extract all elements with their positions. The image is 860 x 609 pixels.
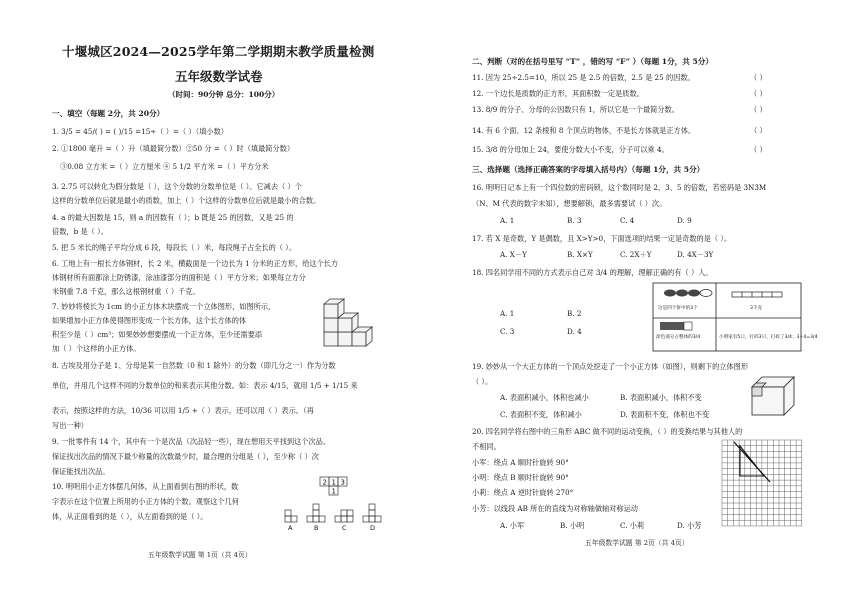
answer-paren[interactable]: （ ）: [750, 73, 767, 82]
question-15: 15. 3/8 的分母加上 24，要使分数大小不变，分子可以乘 4。: [472, 145, 669, 154]
q20-option-desc-4: 小芳：以线段 AB 所在的直线为对称轴做轴对称运动: [472, 504, 638, 513]
q20-option-b[interactable]: B. 小明: [560, 521, 585, 530]
question-3-line-2: 这样的分数单位后就是最小的质数，加上（ ）个这样的分数单位后就是最小的合数。: [52, 196, 321, 205]
exam-page-right: [430, 0, 860, 609]
question-8-line-2: 单位，并用几个这样不同的分数单位的和来表示其他分数。如：表示 4/15，就用 1/5 + 1/15 来: [52, 381, 358, 390]
q16-option-a[interactable]: A. 1: [500, 216, 515, 225]
question-7-line-1: 7. 妙妙将棱长为 1cm 的小正方体木块摆成一个立体图形，如图所示，: [52, 302, 276, 311]
q20-option-desc-1: 小军：绕点 A 顺时针旋转 90°: [472, 458, 569, 467]
question-10-line-1: 10. 明明用小正方体摆几何体，从上面看到右图的形状，数: [52, 482, 239, 491]
question-7-line-3: 积至少是（ ）cm³；如果妙妙想要摆成一个正方体，至少还需要添: [52, 330, 263, 339]
q20-option-c[interactable]: C. 小莉: [620, 521, 645, 530]
q19-option-a[interactable]: A. 表面积减小，体积也减小: [500, 393, 589, 402]
question-5: 5. 把 5 米长的绳子平均分成 6 段，每段长（ ）米，每段绳子占全长的（ ）。: [52, 243, 297, 252]
answer-paren[interactable]: （ ）: [750, 89, 767, 98]
question-16-line-2: （N、M 代表的数字未知），想要解锁，最多需要试（ ）次。: [472, 199, 667, 208]
top-view-digit: 1: [331, 487, 336, 496]
q18-option-c[interactable]: C. 3: [500, 327, 515, 336]
question-2-line-2: ③0.08 立方米 =（ ）立方厘米 ④ 5 1/2 平方米 =（ ）平方分米: [60, 162, 269, 171]
top-view-grid: [318, 476, 358, 498]
exam-title: 十堰城区2024—2025学年第二学期期末教学质量检测: [62, 44, 375, 59]
q17-option-a[interactable]: A. X－Y: [500, 250, 527, 259]
q18-option-d[interactable]: D. 4: [567, 327, 582, 336]
exam-time-info: （时间：90分钟 总分：100分）: [168, 90, 280, 99]
q20-option-desc-2: 小明：绕点 B 顺时针旋转 90°: [472, 473, 569, 482]
view-options-figure: [283, 502, 388, 532]
q16-option-d[interactable]: D. 9: [677, 216, 692, 225]
question-9-line-2: 保证找出次品的情况下最少称量的次数最少时，最合理的分组是（ ），至少称（ ）次: [52, 452, 319, 461]
cut-cube-figure: [748, 373, 798, 417]
view-option-label: D: [370, 524, 376, 532]
view-option-label: B: [314, 524, 319, 532]
q18-panel-4-text: 小明家有5口，打碎3只，打碎了3/4；3÷4=3/4: [719, 335, 818, 340]
view-option-label: C: [342, 524, 347, 532]
question-12: 12. 一个边长是质数的正方形，其面积数一定是质数。: [472, 89, 644, 98]
q17-option-c[interactable]: C. 2X＋Y: [620, 250, 652, 259]
q20-option-a[interactable]: A. 小军: [500, 521, 525, 530]
question-6-line-2: 体钢材所有面都涂上防锈漆，涂油漆部分的面积是（ ）平方分米；如果每立方分: [52, 273, 306, 282]
q20-option-desc-3: 小莉：绕点 A 逆时针旋转 270°: [472, 488, 574, 497]
question-9-line-3: 保证能找出次品。: [52, 467, 110, 476]
exam-subtitle: 五年级数学试卷: [175, 69, 263, 84]
q18-panel-1-text: 这是四个饼中的3个: [658, 306, 698, 311]
question-18: 18. 四名同学用不同的方式表示自己对 3/4 的理解，理解正确的有（ ）人。: [472, 268, 713, 277]
page-footer-right: 五年级数学试题 第 2页（共 4页）: [585, 539, 689, 547]
question-9-line-1: 9. 一批零件有 14 个，其中有一个是次品（次品轻一些），现在想用天平找到这个次品。: [52, 437, 331, 446]
question-1: 1. 3/5 = 45/( ) = ( )/15 =15÷（ ）=（ ）（填小数）: [52, 127, 228, 136]
question-7-line-2: 如果增加小正方体使得图形变成一个长方体，这个长方体的体: [52, 316, 247, 325]
q19-option-c[interactable]: C. 表面积不变，体积减小: [500, 410, 582, 419]
q17-option-b[interactable]: B. X×Y: [567, 250, 593, 259]
question-8-line-1: 8. 古埃及用分子是 1、分母是某一自然数（0 和 1 除外）的分数（即几分之一）作为分数: [52, 361, 336, 370]
question-3-line-1: 3. 2.75 可以转化为假分数是（ ），这个分数的分数单位是（ ）。它减去（ ）个: [52, 182, 302, 191]
section-fill-in-title: 一、填空（每题 2分，共 20分）: [52, 109, 165, 118]
question-4-line-1: 4. a 的最大因数是 15，则 a 的因数有（ ）；b 既是 25 的因数，又是 25 的: [52, 213, 294, 222]
q19-option-b[interactable]: B. 表面积减小，体积不变: [620, 393, 702, 402]
page-footer-left: 五年级数学试题 第 1页（共 4页）: [148, 551, 252, 559]
q19-option-d[interactable]: D. 表面积不变，体积也不变: [620, 410, 710, 419]
answer-paren[interactable]: （ ）: [750, 126, 767, 135]
section-choice-title: 三、选择题（选择正确答案的字母填入括号内）（每题 1分，共 5分）: [472, 165, 705, 174]
top-view-digit: 1: [331, 478, 336, 487]
question-4-line-2: 倍数，b 是（ ）。: [52, 227, 108, 236]
question-17: 17. 若 X 是奇数，Y 是偶数，且 X>Y>0，下面选项的结果一定是奇数的是（ ）。: [472, 234, 732, 243]
question-8-line-3: 表示，按照这样的方法，10/36 可以用 1/5 +（ ）表示，还可以用（ ）表示。（再: [52, 406, 314, 415]
question-19-line-2: （ ）。: [472, 377, 493, 386]
question-16-line-1: 16. 明明日记本上有一个四位数的密码锁，这个数同时是 2、3、5 的倍数，若密码是 3N3M: [472, 183, 767, 192]
view-option-label: A: [288, 524, 293, 532]
answer-paren[interactable]: （ ）: [750, 145, 767, 154]
q18-panel-3-text: 涂色部分占整体的3/4: [656, 335, 701, 340]
top-view-digit: 3: [340, 478, 345, 487]
question-7-line-4: 加（ ）个这样的小正方体。: [52, 344, 141, 353]
answer-paren[interactable]: （ ）: [750, 105, 767, 114]
q16-option-c[interactable]: C. 4: [620, 216, 635, 225]
q18-panel-2-text: 3千克: [750, 306, 763, 311]
triangle-grid-figure: [720, 438, 804, 530]
question-2-line-1: 2. ①1800 毫升 =（ ）升（填最简分数）②50 分 =（ ）时（填最简分数）: [52, 144, 295, 153]
question-20-line-1: 20. 四名同学将右图中的三角形 ABC 做不同的运动变换，（ ）的变换结果与其他人的: [472, 427, 743, 436]
question-10-line-3: 体，从正面看到的是（ ），从左面看到的是（ ）。: [52, 512, 208, 521]
question-6-line-1: 6. 工地上有一根长方体钢材，长 2 米，横截面是一个边长为 1 分米的正方形，给这个长方: [52, 259, 339, 268]
q18-option-a[interactable]: A. 1: [500, 309, 515, 318]
cube-stack-figure: [318, 298, 380, 354]
question-20-line-2: 不相同。: [472, 442, 501, 451]
section-judge-title: 二、判断（对的在括号里写 “T” ，错的写 “F” ）（每题 1分，共 5分）: [472, 57, 713, 66]
question-11: 11. 因为 25÷2.5=10，所以 25 是 2.5 的倍数，2.5 是 25 的因数。: [472, 73, 695, 82]
question-8-line-4: 写出一种）: [52, 421, 88, 430]
q20-option-d[interactable]: D. 小芳: [677, 521, 702, 530]
question-19-line-1: 19. 妙妙从一个大正方体的一个顶点处挖走了一个小正方体（如图），则剩下的立体图形: [472, 362, 749, 371]
q18-panels-figure: [652, 282, 818, 352]
q18-option-b[interactable]: B. 2: [567, 309, 582, 318]
question-6-line-3: 米钢重 7.8 千克，那么这根钢材重（ ）千克。: [52, 287, 200, 296]
question-14: 14. 有 6 个面、12 条棱和 8 个顶点的物体，不是长方体就是正方体。: [472, 126, 696, 135]
top-view-digit: 2: [322, 478, 327, 487]
q16-option-b[interactable]: B. 3: [567, 216, 582, 225]
question-13: 13. 8/9 的分子、分母的公因数只有 1，所以它是一个最简分数。: [472, 105, 679, 114]
q17-option-d[interactable]: D. 4X－3Y: [677, 250, 714, 259]
question-10-line-2: 字表示在这个位置上所用的小正方体的个数。观察这个几何: [52, 497, 239, 506]
